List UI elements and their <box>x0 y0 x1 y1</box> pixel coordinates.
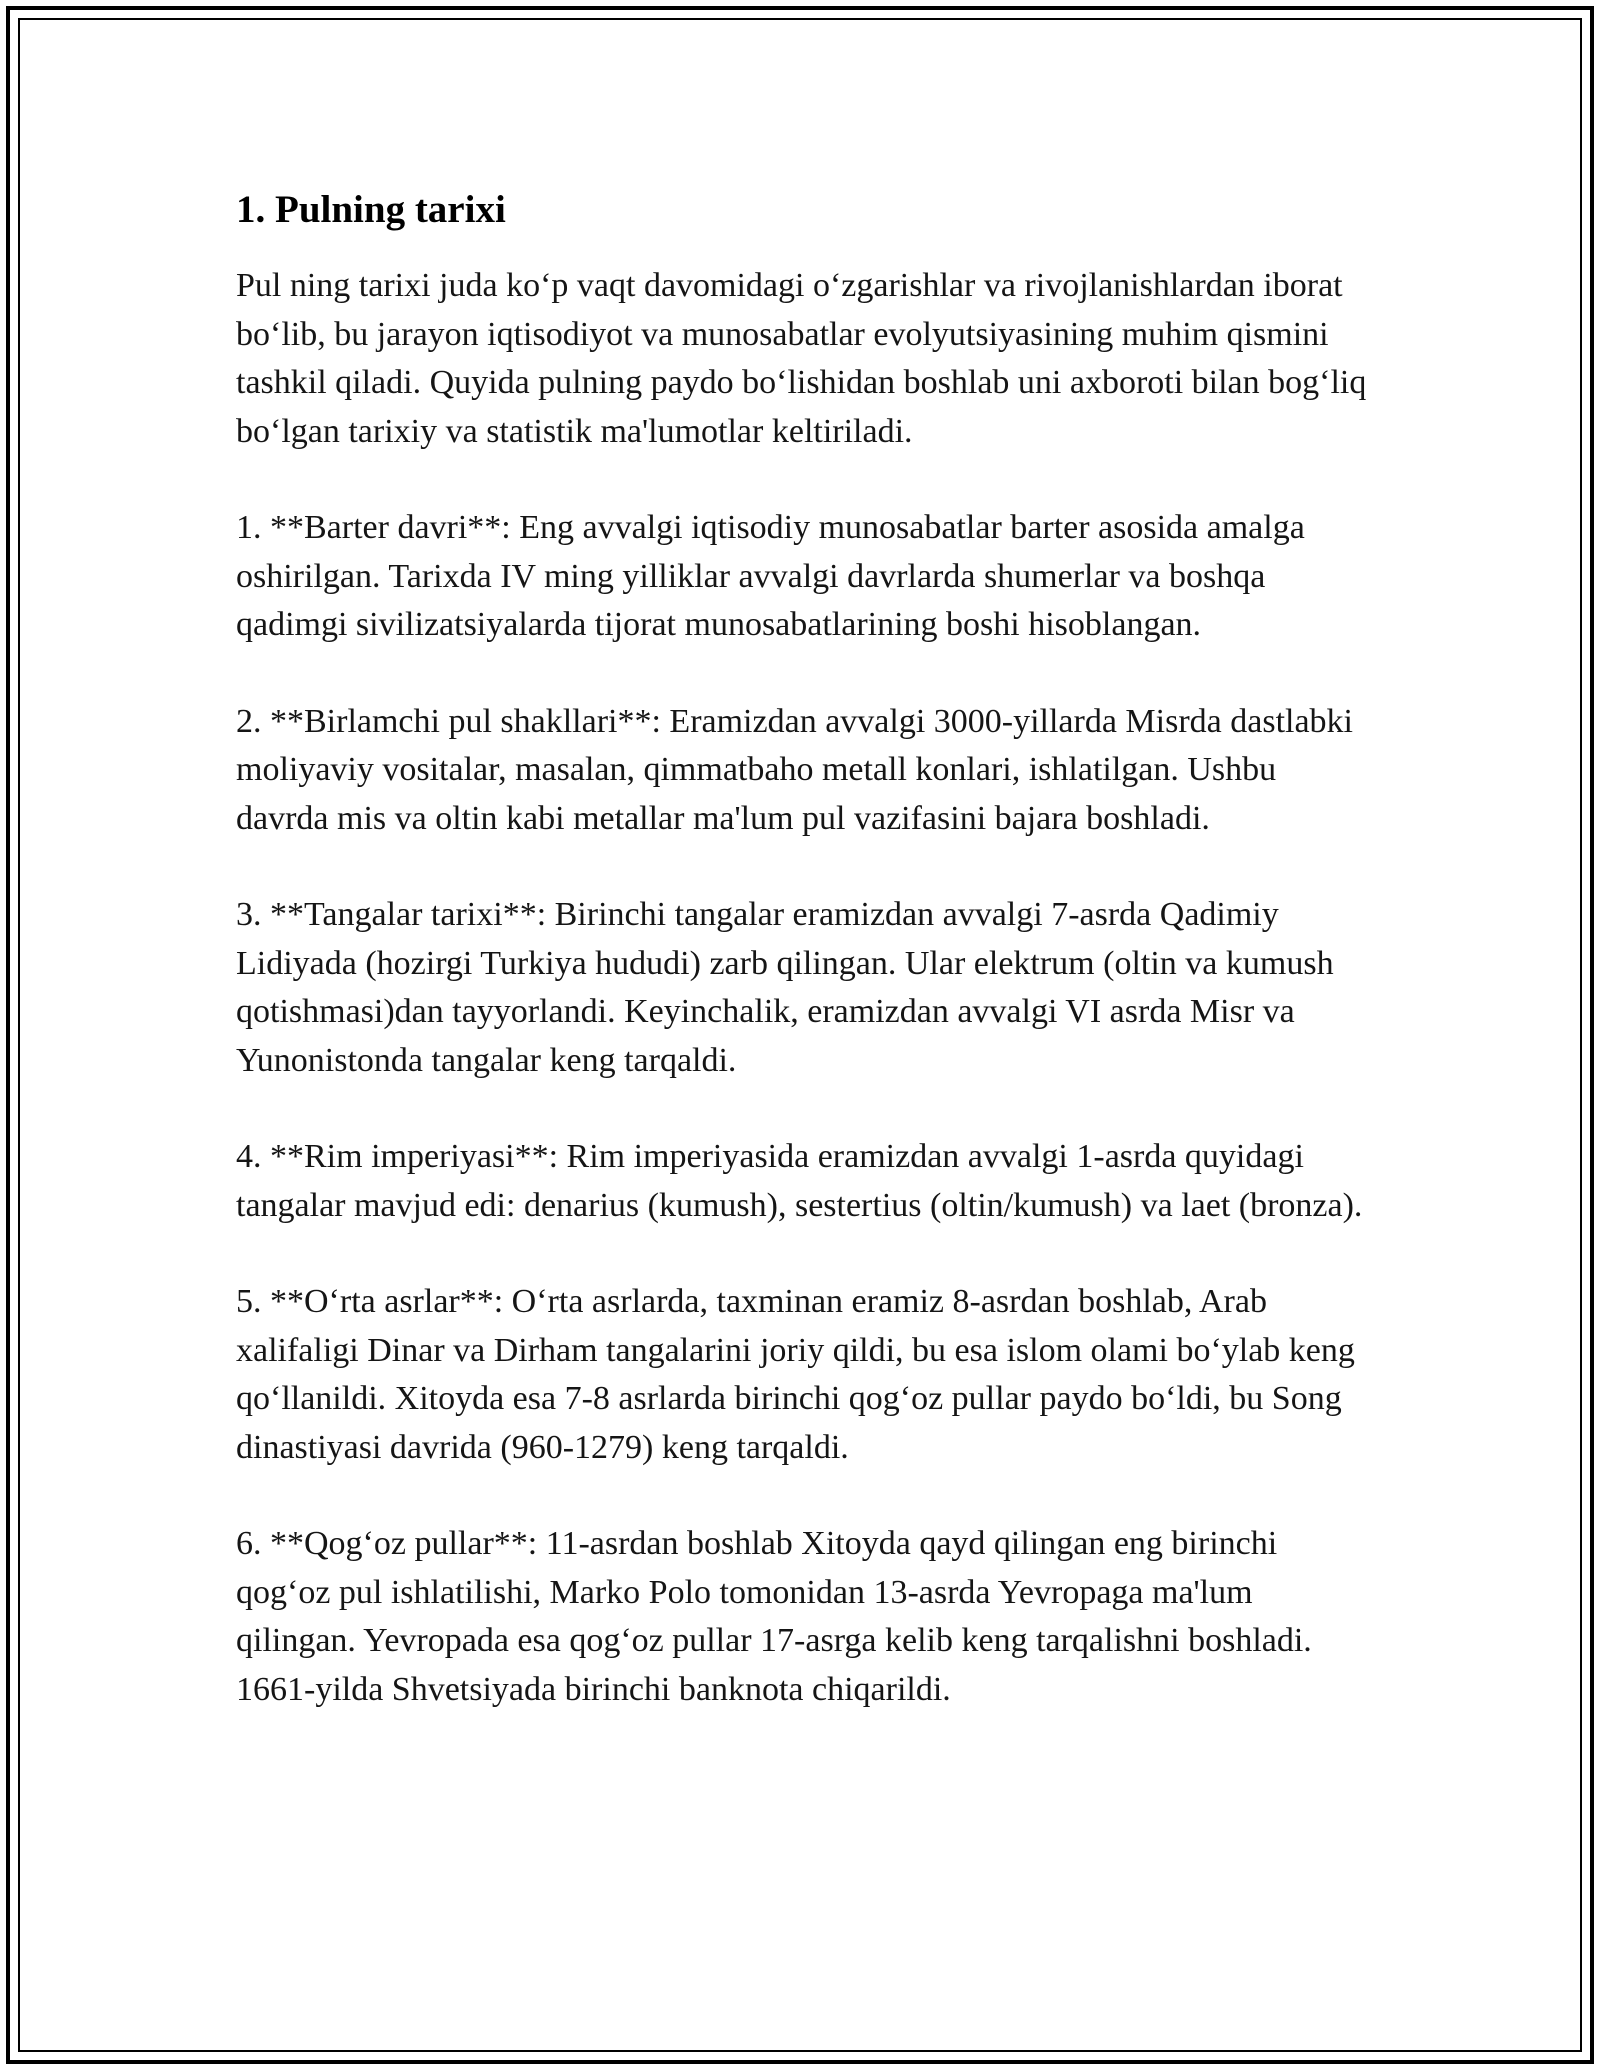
section-title: 1. Pulning tarixi <box>236 188 506 231</box>
document-body <box>236 186 1376 1762</box>
paragraph-middle-ages: 5. **O‘rta asrlar**: O‘rta asrlarda, taxminan eramiz 8-asrdan boshlab, Arab xalifaligi Dinar va Dirham tangalarini joriy qildi, bu esa islom olami bo‘ylab keng qo‘llanildi. Xitoyda esa 7-8 asrlarda birinchi qog‘oz pullar paydo bo‘ldi, bu Song dinastiyasi davrida (960-1279) keng tarqaldi. <box>236 1283 1355 1466</box>
intro-paragraph: Pul ning tarixi juda ko‘p vaqt davomidagi o‘zgarishlar va rivojlanishlardan iborat bo‘lib, bu jarayon iqtisodiyot va munosabatlar evolyutsiyasining muhim qismini tashkil qiladi. Quyida pulning paydo bo‘lishidan boshlab uni axboroti bilan bog‘liq bo‘lgan tarixiy va statistik ma'lumotlar keltiriladi. <box>236 267 1367 450</box>
paragraph-paper-money: 6. **Qog‘oz pullar**: 11-asrdan boshlab Xitoyda qayd qilingan eng birinchi qog‘oz pul ishlatilishi, Marko Polo tomonidan 13-asrda Yevropaga ma'lum qilingan. Yevropada esa qog‘oz pullar 17-asrga kelib keng tarqalishni boshladi. 1661-yilda Shvetsiyada birinchi banknota chiqarildi. <box>236 1525 1312 1708</box>
paragraph-barter-era: 1. **Barter davri**: Eng avvalgi iqtisodiy munosabatlar barter asosida amalga oshirilgan. Tarixda IV ming yilliklar avvalgi davrlarda shumerlar va boshqa qadimgi sivilizatsiyalarda tijorat munosabatlarining boshi hisoblangan. <box>236 509 1305 643</box>
paragraph-coins-history: 3. **Tangalar tarixi**: Birinchi tangalar eramizdan avvalgi 7-asrda Qadimiy Lidiyada (hozirgi Turkiya hududi) zarb qilingan. Ular elektrum (oltin va kumush qotishmasi)dan tayyorlandi. Keyinchalik, eramizdan avvalgi VI asrda Misr va Yunonistonda tangalar keng tarqaldi. <box>236 896 1334 1079</box>
paragraph-roman-empire: 4. **Rim imperiyasi**: Rim imperiyasida eramizdan avvalgi 1-asrda quyidagi tangalar mavjud edi: denarius (kumush), sestertius (oltin/kumush) va laet (bronza). <box>236 1138 1363 1224</box>
paragraph-primary-money-forms: 2. **Birlamchi pul shakllari**: Eramizdan avvalgi 3000-yillarda Misrda dastlabki moliyaviy vositalar, masalan, qimmatbaho metall konlari, ishlatilgan. Ushbu davrda mis va oltin kabi metallar ma'lum pul vazifasini bajara boshladi. <box>236 702 1354 837</box>
